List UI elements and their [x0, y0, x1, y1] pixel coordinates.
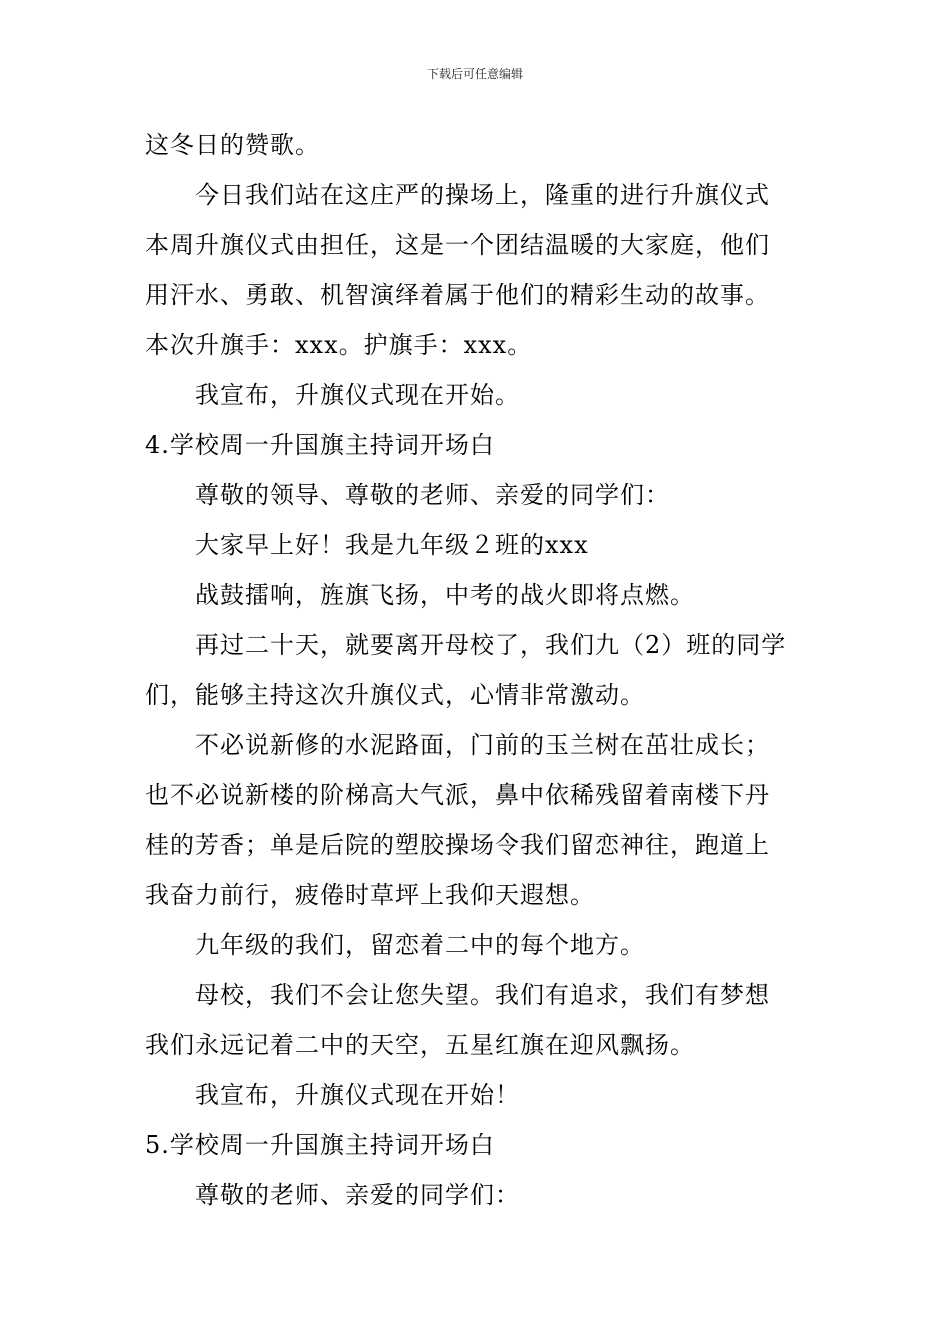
text-line: 用汗水、勇敢、机智演绎着属于他们的精彩生动的故事。 — [145, 281, 770, 309]
text-line: 这冬日的赞歌。 — [145, 131, 320, 159]
section-heading: 5.学校周一升国旗主持词开场白 — [145, 1131, 495, 1159]
text-line: 九年级的我们，留恋着二中的每个地方。 — [195, 931, 645, 959]
text-line: 战鼓擂响，旌旗飞扬，中考的战火即将点燃。 — [195, 581, 695, 609]
text-line: 桂的芳香；单是后院的塑胶操场令我们留恋神往，跑道上 — [145, 831, 770, 859]
document-body — [145, 120, 815, 1220]
text-line: 我们永远记着二中的天空，五星红旗在迎风飘扬。 — [145, 1031, 695, 1059]
text-line: 尊敬的领导、尊敬的老师、亲爱的同学们： — [195, 481, 670, 509]
text-line: 也不必说新楼的阶梯高大气派，鼻中依稀残留着南楼下丹 — [145, 781, 770, 809]
text-line: 不必说新修的水泥路面，门前的玉兰树在茁壮成长； — [195, 731, 770, 759]
text-line: 再过二十天，就要离开母校了，我们九（2）班的同学 — [195, 631, 787, 659]
text-line: 本周升旗仪式由担任，这是一个团结温暖的大家庭，他们 — [145, 231, 770, 259]
text-line: 尊敬的老师、亲爱的同学们： — [195, 1181, 520, 1209]
text-line: 我宣布，升旗仪式现在开始。 — [195, 381, 520, 409]
text-line: 本次升旗手：xxx。护旗手：xxx。 — [145, 331, 533, 359]
page-header: 下载后可任意编辑 — [426, 67, 523, 81]
text-line: 母校，我们不会让您失望。我们有追求，我们有梦想 — [195, 981, 770, 1009]
section-heading: 4.学校周一升国旗主持词开场白 — [145, 431, 495, 459]
text-line: 我奋力前行，疲倦时草坪上我仰天遐想。 — [145, 881, 595, 909]
text-line: 今日我们站在这庄严的操场上，隆重的进行升旗仪式 — [195, 181, 770, 209]
text-line: 我宣布，升旗仪式现在开始！ — [195, 1081, 520, 1109]
text-line: 们，能够主持这次升旗仪式，心情非常激动。 — [145, 681, 645, 709]
text-line: 大家早上好！我是九年级２班的xxx — [195, 531, 589, 559]
